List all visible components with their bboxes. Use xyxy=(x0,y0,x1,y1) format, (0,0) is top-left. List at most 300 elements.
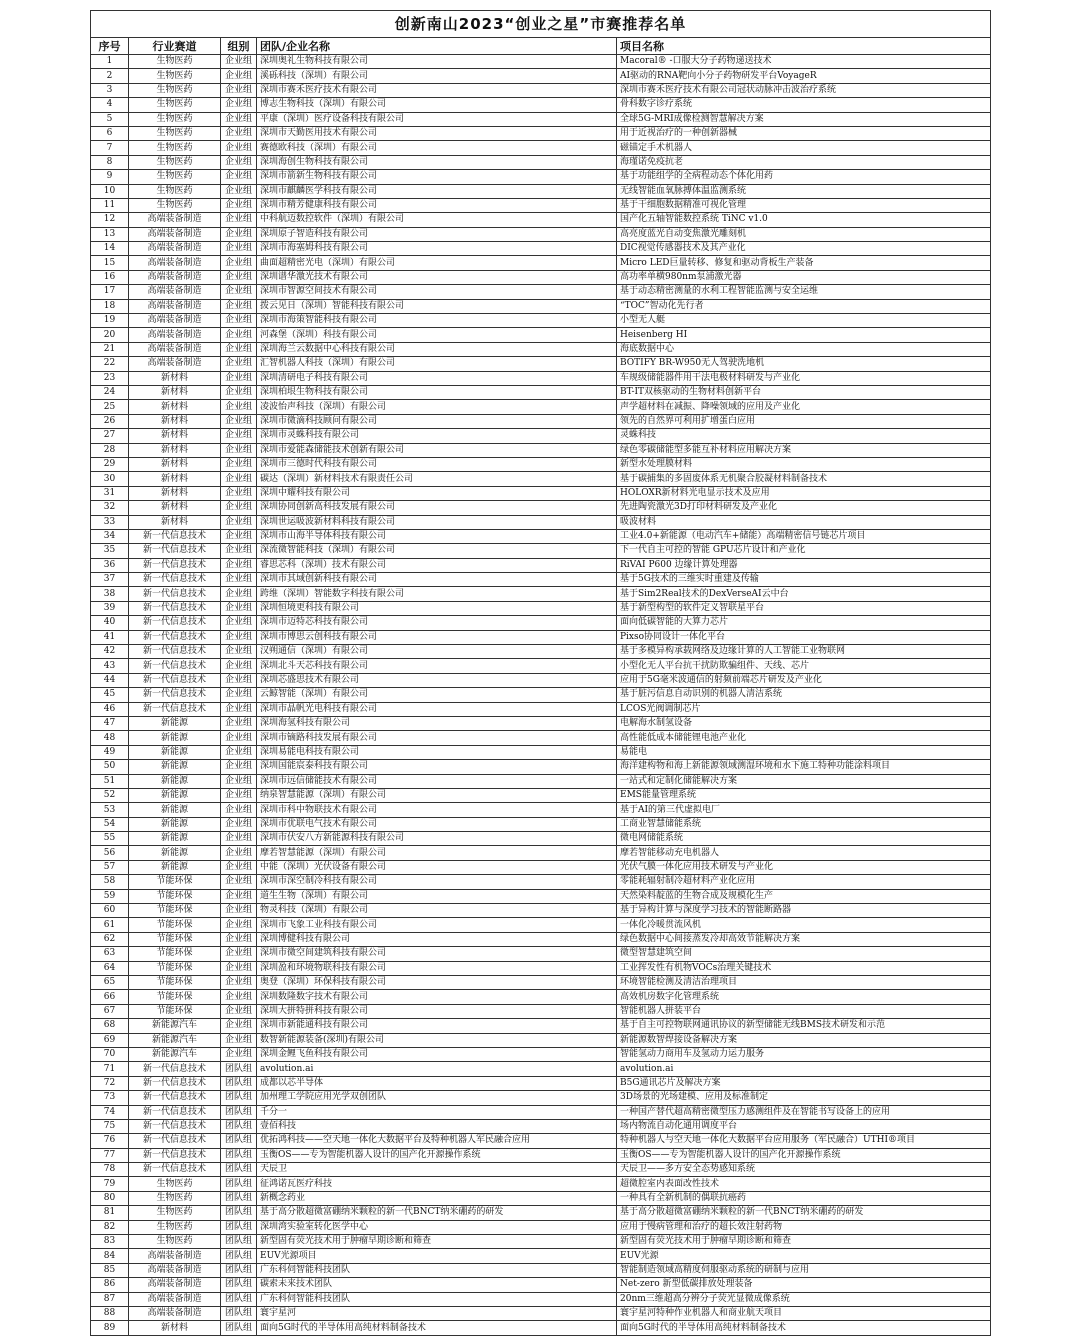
row-group: 企业组 xyxy=(221,357,257,371)
row-index: 81 xyxy=(91,1206,129,1220)
row-team-name: 深圳市远信储能技术有限公司 xyxy=(257,774,617,788)
table-row xyxy=(91,860,991,874)
row-project-name: 基于干细胞数据精准可视化管理 xyxy=(617,198,991,212)
row-industry: 高端装备制造 xyxy=(129,1306,221,1320)
row-industry: 新材料 xyxy=(129,400,221,414)
row-team-name: 千分一 xyxy=(257,1105,617,1119)
row-project-name: 全球5G-MRI成像检测智慧解决方案 xyxy=(617,112,991,126)
table-row xyxy=(91,716,991,730)
row-industry: 新一代信息技术 xyxy=(129,544,221,558)
row-project-name: 吸波材料 xyxy=(617,515,991,529)
row-index: 76 xyxy=(91,1134,129,1148)
row-industry: 新能源 xyxy=(129,716,221,730)
row-team-name: 深圳数隆数字技术有限公司 xyxy=(257,990,617,1004)
row-group: 团队组 xyxy=(221,1220,257,1234)
row-industry: 新一代信息技术 xyxy=(129,1105,221,1119)
row-project-name: 电解海水制氢设备 xyxy=(617,716,991,730)
table-row xyxy=(91,1321,991,1335)
row-industry: 生物医药 xyxy=(129,1235,221,1249)
row-project-name: 绿色数据中心间接蒸发冷却高效节能解决方案 xyxy=(617,932,991,946)
table-row xyxy=(91,400,991,414)
row-industry: 高端装备制造 xyxy=(129,1249,221,1263)
row-project-name: 一种国产替代超高精密微型压力感测组件及在智能书写设备上的应用 xyxy=(617,1105,991,1119)
row-index: 42 xyxy=(91,645,129,659)
header-row xyxy=(91,38,991,55)
row-index: 65 xyxy=(91,976,129,990)
row-team-name: 深圳芯盛思技术有限公司 xyxy=(257,673,617,687)
row-group: 企业组 xyxy=(221,688,257,702)
row-project-name: 基于自主可控物联网通讯协议的新型储能无线BMS技术研发和示范 xyxy=(617,1019,991,1033)
row-index: 47 xyxy=(91,716,129,730)
row-project-name: 高性能低成本储能锂电池产业化 xyxy=(617,731,991,745)
row-industry: 高端装备制造 xyxy=(129,285,221,299)
table-row xyxy=(91,256,991,270)
table-row xyxy=(91,1235,991,1249)
row-index: 48 xyxy=(91,731,129,745)
row-project-name: 国产化五轴智能数控系统 TiNC v1.0 xyxy=(617,213,991,227)
row-project-name: 声学超材料在减振、降噪领域的应用及产业化 xyxy=(617,400,991,414)
header-index: 序号 xyxy=(91,38,129,55)
row-project-name: 一站式和定制化储能解决方案 xyxy=(617,774,991,788)
row-industry: 生物医药 xyxy=(129,98,221,112)
table-row xyxy=(91,457,991,471)
row-industry: 新材料 xyxy=(129,429,221,443)
row-group: 企业组 xyxy=(221,846,257,860)
table-row xyxy=(91,947,991,961)
row-project-name: EMS能量管理系统 xyxy=(617,788,991,802)
row-index: 22 xyxy=(91,357,129,371)
row-group: 企业组 xyxy=(221,342,257,356)
table-row xyxy=(91,299,991,313)
table-row xyxy=(91,486,991,500)
row-team-name: 深圳中耀科技有限公司 xyxy=(257,486,617,500)
row-team-name: 深圳市博思云创科技有限公司 xyxy=(257,630,617,644)
row-index: 75 xyxy=(91,1119,129,1133)
row-group: 企业组 xyxy=(221,745,257,759)
row-project-name: 高效机房数字化管理系统 xyxy=(617,990,991,1004)
row-team-name: 深圳市微空间建筑科技有限公司 xyxy=(257,947,617,961)
row-project-name: 摩若智能移动充电机器人 xyxy=(617,846,991,860)
row-group: 企业组 xyxy=(221,457,257,471)
recommendation-list-sheet xyxy=(90,10,990,1336)
row-project-name: 新型水处理膜材料 xyxy=(617,457,991,471)
row-project-name: 新型固有荧光技术用于肿瘤早期诊断和筛查 xyxy=(617,1235,991,1249)
row-group: 企业组 xyxy=(221,889,257,903)
row-index: 61 xyxy=(91,918,129,932)
table-row xyxy=(91,817,991,831)
row-industry: 新材料 xyxy=(129,443,221,457)
row-index: 52 xyxy=(91,788,129,802)
row-index: 64 xyxy=(91,961,129,975)
row-index: 41 xyxy=(91,630,129,644)
row-index: 54 xyxy=(91,817,129,831)
table-row xyxy=(91,515,991,529)
row-index: 79 xyxy=(91,1177,129,1191)
row-group: 企业组 xyxy=(221,1047,257,1061)
row-index: 15 xyxy=(91,256,129,270)
table-row xyxy=(91,357,991,371)
table-row xyxy=(91,645,991,659)
row-team-name: 深圳市迈特芯科技有限公司 xyxy=(257,616,617,630)
row-project-name: 骨科数字诊疗系统 xyxy=(617,98,991,112)
table-row xyxy=(91,846,991,860)
row-team-name: avolution.ai xyxy=(257,1062,617,1076)
row-index: 12 xyxy=(91,213,129,227)
row-project-name: 海底数据中心 xyxy=(617,342,991,356)
row-project-name: EUV光源 xyxy=(617,1249,991,1263)
row-team-name: 深圳市灵蛛科技有限公司 xyxy=(257,429,617,443)
row-industry: 高端装备制造 xyxy=(129,270,221,284)
table-row xyxy=(91,385,991,399)
row-project-name: Net-zero 新型低碳排放处理装备 xyxy=(617,1278,991,1292)
row-team-name: 深圳柏垠生物科技有限公司 xyxy=(257,385,617,399)
row-team-name: 曲面超精密光电（深圳）有限公司 xyxy=(257,256,617,270)
header-team-name: 团队/企业名称 xyxy=(257,38,617,55)
row-project-name: 微型智慧建筑空间 xyxy=(617,947,991,961)
row-group: 企业组 xyxy=(221,213,257,227)
table-row xyxy=(91,616,991,630)
row-industry: 新一代信息技术 xyxy=(129,1076,221,1090)
row-group: 企业组 xyxy=(221,328,257,342)
row-project-name: 工业4.0+新能源（电动汽车+储能）高端精密信号链芯片项目 xyxy=(617,529,991,543)
table-row xyxy=(91,155,991,169)
row-index: 37 xyxy=(91,573,129,587)
row-index: 14 xyxy=(91,242,129,256)
row-group: 团队组 xyxy=(221,1134,257,1148)
row-index: 30 xyxy=(91,472,129,486)
row-group: 企业组 xyxy=(221,443,257,457)
table-row xyxy=(91,270,991,284)
row-team-name: 新型固有荧光技术用于肿瘤早期诊断和筛查 xyxy=(257,1235,617,1249)
row-project-name: 光伏气膜一体化应用技术研发与产业化 xyxy=(617,860,991,874)
row-industry: 生物医药 xyxy=(129,112,221,126)
row-team-name: 深圳恒境更科技有限公司 xyxy=(257,601,617,615)
table-row xyxy=(91,702,991,716)
row-industry: 新材料 xyxy=(129,501,221,515)
row-group: 企业组 xyxy=(221,716,257,730)
row-group: 企业组 xyxy=(221,875,257,889)
row-industry: 新一代信息技术 xyxy=(129,1148,221,1162)
row-index: 6 xyxy=(91,126,129,140)
row-team-name: 深圳市海策智能科技有限公司 xyxy=(257,314,617,328)
row-group: 企业组 xyxy=(221,227,257,241)
row-group: 团队组 xyxy=(221,1278,257,1292)
row-project-name: 3D场景的光场建模、应用及标准制定 xyxy=(617,1091,991,1105)
row-project-name: 环境智能检测及清洁治理项目 xyxy=(617,976,991,990)
row-project-name: 海瑾诺免疫抗老 xyxy=(617,155,991,169)
row-team-name: 跨维（深圳）智能数字科技有限公司 xyxy=(257,587,617,601)
row-group: 企业组 xyxy=(221,817,257,831)
row-industry: 节能环保 xyxy=(129,947,221,961)
row-industry: 生物医药 xyxy=(129,1220,221,1234)
row-group: 企业组 xyxy=(221,544,257,558)
row-group: 企业组 xyxy=(221,242,257,256)
row-project-name: 面向低碳智能的大算力芯片 xyxy=(617,616,991,630)
row-industry: 高端装备制造 xyxy=(129,328,221,342)
row-industry: 高端装备制造 xyxy=(129,1263,221,1277)
table-row xyxy=(91,314,991,328)
row-group: 企业组 xyxy=(221,803,257,817)
row-index: 66 xyxy=(91,990,129,1004)
row-project-name: 超微腔室内表面改性技术 xyxy=(617,1177,991,1191)
row-team-name: 碳索未来技术团队 xyxy=(257,1278,617,1292)
table-row xyxy=(91,371,991,385)
table-row xyxy=(91,1134,991,1148)
row-group: 团队组 xyxy=(221,1206,257,1220)
row-group: 团队组 xyxy=(221,1177,257,1191)
row-group: 企业组 xyxy=(221,904,257,918)
row-index: 10 xyxy=(91,184,129,198)
row-group: 企业组 xyxy=(221,385,257,399)
row-group: 企业组 xyxy=(221,918,257,932)
row-group: 团队组 xyxy=(221,1119,257,1133)
row-index: 7 xyxy=(91,141,129,155)
row-group: 企业组 xyxy=(221,299,257,313)
row-team-name: 新概念药业 xyxy=(257,1191,617,1205)
row-index: 69 xyxy=(91,1033,129,1047)
row-industry: 生物医药 xyxy=(129,141,221,155)
row-group: 企业组 xyxy=(221,472,257,486)
table-row xyxy=(91,1062,991,1076)
row-group: 团队组 xyxy=(221,1191,257,1205)
table-row xyxy=(91,774,991,788)
row-team-name: 拨云见日（深圳）智能科技有限公司 xyxy=(257,299,617,313)
row-index: 13 xyxy=(91,227,129,241)
table-row xyxy=(91,673,991,687)
row-team-name: 寰宇星河 xyxy=(257,1306,617,1320)
row-industry: 高端装备制造 xyxy=(129,299,221,313)
row-industry: 新一代信息技术 xyxy=(129,1163,221,1177)
row-team-name: 深圳市海塞姆科技有限公司 xyxy=(257,242,617,256)
row-project-name: 无线智能血氧脉搏体温监测系统 xyxy=(617,184,991,198)
row-industry: 新材料 xyxy=(129,457,221,471)
row-industry: 高端装备制造 xyxy=(129,213,221,227)
row-industry: 新一代信息技术 xyxy=(129,601,221,615)
row-team-name: 深圳市晶帆光电科技有限公司 xyxy=(257,702,617,716)
row-team-name: 深圳市精芳健康科技有限公司 xyxy=(257,198,617,212)
table-row xyxy=(91,573,991,587)
row-group: 企业组 xyxy=(221,932,257,946)
row-group: 企业组 xyxy=(221,69,257,83)
row-industry: 新能源汽车 xyxy=(129,1019,221,1033)
row-project-name: Pixso协同设计一体化平台 xyxy=(617,630,991,644)
row-project-name: 一种具有全新机制的偶联抗癌药 xyxy=(617,1191,991,1205)
row-industry: 高端装备制造 xyxy=(129,1292,221,1306)
row-project-name: 基于5G技术的三维实时重建及传输 xyxy=(617,573,991,587)
row-team-name: 基于高分散超微富硼纳米颗粒的新一代BNCT纳米硼药的研发 xyxy=(257,1206,617,1220)
row-index: 38 xyxy=(91,587,129,601)
row-team-name: 深圳市伏安八方新能源科技有限公司 xyxy=(257,832,617,846)
header-group: 组别 xyxy=(221,38,257,55)
row-industry: 新能源 xyxy=(129,803,221,817)
table-row xyxy=(91,832,991,846)
row-index: 58 xyxy=(91,875,129,889)
row-group: 团队组 xyxy=(221,1062,257,1076)
table-row xyxy=(91,803,991,817)
row-team-name: 道生生物（深圳）有限公司 xyxy=(257,889,617,903)
row-group: 企业组 xyxy=(221,184,257,198)
row-industry: 生物医药 xyxy=(129,126,221,140)
table-row xyxy=(91,1076,991,1090)
row-group: 企业组 xyxy=(221,486,257,500)
row-team-name: 加州理工学院应用光学双创团队 xyxy=(257,1091,617,1105)
row-project-name: 应用于慢病管理和治疗的超长效注射药物 xyxy=(617,1220,991,1234)
row-project-name: Macoral® -口服大分子药物递送技术 xyxy=(617,55,991,69)
table-row xyxy=(91,414,991,428)
row-project-name: 磁锚定手术机器人 xyxy=(617,141,991,155)
row-group: 企业组 xyxy=(221,170,257,184)
table-row xyxy=(91,443,991,457)
row-team-name: 深圳奥礼生物科技有限公司 xyxy=(257,55,617,69)
row-index: 4 xyxy=(91,98,129,112)
row-industry: 高端装备制造 xyxy=(129,1278,221,1292)
row-index: 33 xyxy=(91,515,129,529)
table-row xyxy=(91,98,991,112)
row-index: 27 xyxy=(91,429,129,443)
row-project-name: 下一代自主可控的智能 GPU芯片设计和产业化 xyxy=(617,544,991,558)
row-industry: 新一代信息技术 xyxy=(129,645,221,659)
row-team-name: 深圳市微滴科技顾问有限公司 xyxy=(257,414,617,428)
row-group: 企业组 xyxy=(221,141,257,155)
row-group: 企业组 xyxy=(221,55,257,69)
row-index: 45 xyxy=(91,688,129,702)
table-row xyxy=(91,285,991,299)
table-row xyxy=(91,472,991,486)
row-team-name: EUV光源项目 xyxy=(257,1249,617,1263)
row-index: 74 xyxy=(91,1105,129,1119)
row-index: 77 xyxy=(91,1148,129,1162)
table-row xyxy=(91,731,991,745)
row-index: 35 xyxy=(91,544,129,558)
table-row xyxy=(91,1249,991,1263)
table-body xyxy=(91,55,991,1336)
row-project-name: 天辰卫——多方安全态势感知系统 xyxy=(617,1163,991,1177)
row-team-name: 壹佰科技 xyxy=(257,1119,617,1133)
row-industry: 新一代信息技术 xyxy=(129,573,221,587)
table-row xyxy=(91,760,991,774)
row-team-name: 深圳国能宸泰科技有限公司 xyxy=(257,760,617,774)
row-index: 40 xyxy=(91,616,129,630)
row-team-name: 深圳易能电科技有限公司 xyxy=(257,745,617,759)
row-team-name: 碳达（深圳）新材料技术有限责任公司 xyxy=(257,472,617,486)
row-industry: 生物医药 xyxy=(129,1191,221,1205)
table-row xyxy=(91,1033,991,1047)
row-index: 67 xyxy=(91,1004,129,1018)
row-index: 83 xyxy=(91,1235,129,1249)
table-row xyxy=(91,1004,991,1018)
row-industry: 新能源 xyxy=(129,760,221,774)
row-project-name: 用于近视治疗的一种创新器械 xyxy=(617,126,991,140)
row-industry: 新材料 xyxy=(129,486,221,500)
row-project-name: 天然染料靛蓝的生物合成及规模化生产 xyxy=(617,889,991,903)
row-industry: 新能源 xyxy=(129,774,221,788)
row-project-name: 深圳市赛禾医疗技术有限公司冠状动脉冲击波治疗系统 xyxy=(617,83,991,97)
recommendation-table xyxy=(90,10,991,1336)
row-industry: 高端装备制造 xyxy=(129,256,221,270)
row-group: 企业组 xyxy=(221,371,257,385)
row-group: 企业组 xyxy=(221,112,257,126)
row-index: 49 xyxy=(91,745,129,759)
row-group: 企业组 xyxy=(221,645,257,659)
row-project-name: 基于Sim2Real技术的DexVerseAI云中台 xyxy=(617,587,991,601)
table-row xyxy=(91,529,991,543)
row-team-name: 深圳海氢科技有限公司 xyxy=(257,716,617,730)
row-project-name: BT-IT双核驱动的生物材料创新平台 xyxy=(617,385,991,399)
row-index: 73 xyxy=(91,1091,129,1105)
row-index: 60 xyxy=(91,904,129,918)
row-index: 28 xyxy=(91,443,129,457)
row-industry: 新能源 xyxy=(129,832,221,846)
table-row xyxy=(91,55,991,69)
row-industry: 高端装备制造 xyxy=(129,227,221,241)
table-row xyxy=(91,69,991,83)
row-team-name: 汉朔通信（深圳）有限公司 xyxy=(257,645,617,659)
page-title: 创新南山2023“创业之星”市赛推荐名单 xyxy=(91,11,991,38)
row-team-name: 深流微智能科技（深圳）有限公司 xyxy=(257,544,617,558)
row-index: 39 xyxy=(91,601,129,615)
row-project-name: 领先的自然界可利用扩增蛋白应用 xyxy=(617,414,991,428)
row-group: 企业组 xyxy=(221,414,257,428)
table-row xyxy=(91,630,991,644)
row-industry: 生物医药 xyxy=(129,155,221,169)
row-team-name: 面向5G时代的半导体用高纯材料制备技术 xyxy=(257,1321,617,1335)
row-industry: 新一代信息技术 xyxy=(129,558,221,572)
row-industry: 新一代信息技术 xyxy=(129,1062,221,1076)
row-team-name: 深圳市麒麟医学科技有限公司 xyxy=(257,184,617,198)
row-group: 企业组 xyxy=(221,256,257,270)
row-index: 25 xyxy=(91,400,129,414)
row-group: 企业组 xyxy=(221,429,257,443)
row-project-name: 基于动态精密测量的水利工程智能监测与安全运维 xyxy=(617,285,991,299)
row-index: 88 xyxy=(91,1306,129,1320)
row-index: 16 xyxy=(91,270,129,284)
row-team-name: 纳泉智慧能源（深圳）有限公司 xyxy=(257,788,617,802)
row-industry: 新一代信息技术 xyxy=(129,659,221,673)
row-industry: 新材料 xyxy=(129,515,221,529)
row-index: 53 xyxy=(91,803,129,817)
table-row xyxy=(91,126,991,140)
row-group: 企业组 xyxy=(221,529,257,543)
row-index: 5 xyxy=(91,112,129,126)
row-team-name: 深圳市智源空间技术有限公司 xyxy=(257,285,617,299)
row-project-name: 车规级储能器件用干法电极材料研发与产业化 xyxy=(617,371,991,385)
row-index: 11 xyxy=(91,198,129,212)
row-group: 团队组 xyxy=(221,1105,257,1119)
row-group: 企业组 xyxy=(221,198,257,212)
row-index: 36 xyxy=(91,558,129,572)
row-project-name: 基于脏污信息自动识别的机器人清洁系统 xyxy=(617,688,991,702)
row-index: 24 xyxy=(91,385,129,399)
row-index: 20 xyxy=(91,328,129,342)
row-industry: 新材料 xyxy=(129,385,221,399)
row-index: 78 xyxy=(91,1163,129,1177)
row-index: 59 xyxy=(91,889,129,903)
row-group: 企业组 xyxy=(221,126,257,140)
row-industry: 新能源汽车 xyxy=(129,1047,221,1061)
row-industry: 新材料 xyxy=(129,371,221,385)
row-index: 29 xyxy=(91,457,129,471)
row-project-name: 场内物流自动化通用调度平台 xyxy=(617,1119,991,1133)
row-project-name: 基于AI的第三代虚拟电厂 xyxy=(617,803,991,817)
row-index: 19 xyxy=(91,314,129,328)
row-team-name: 深圳清研电子科技有限公司 xyxy=(257,371,617,385)
row-project-name: 新能源数智焊接设备解决方案 xyxy=(617,1033,991,1047)
row-project-name: 工商业智慧储能系统 xyxy=(617,817,991,831)
row-industry: 新一代信息技术 xyxy=(129,673,221,687)
row-group: 企业组 xyxy=(221,587,257,601)
row-team-name: 溪砾科技（深圳）有限公司 xyxy=(257,69,617,83)
row-index: 87 xyxy=(91,1292,129,1306)
